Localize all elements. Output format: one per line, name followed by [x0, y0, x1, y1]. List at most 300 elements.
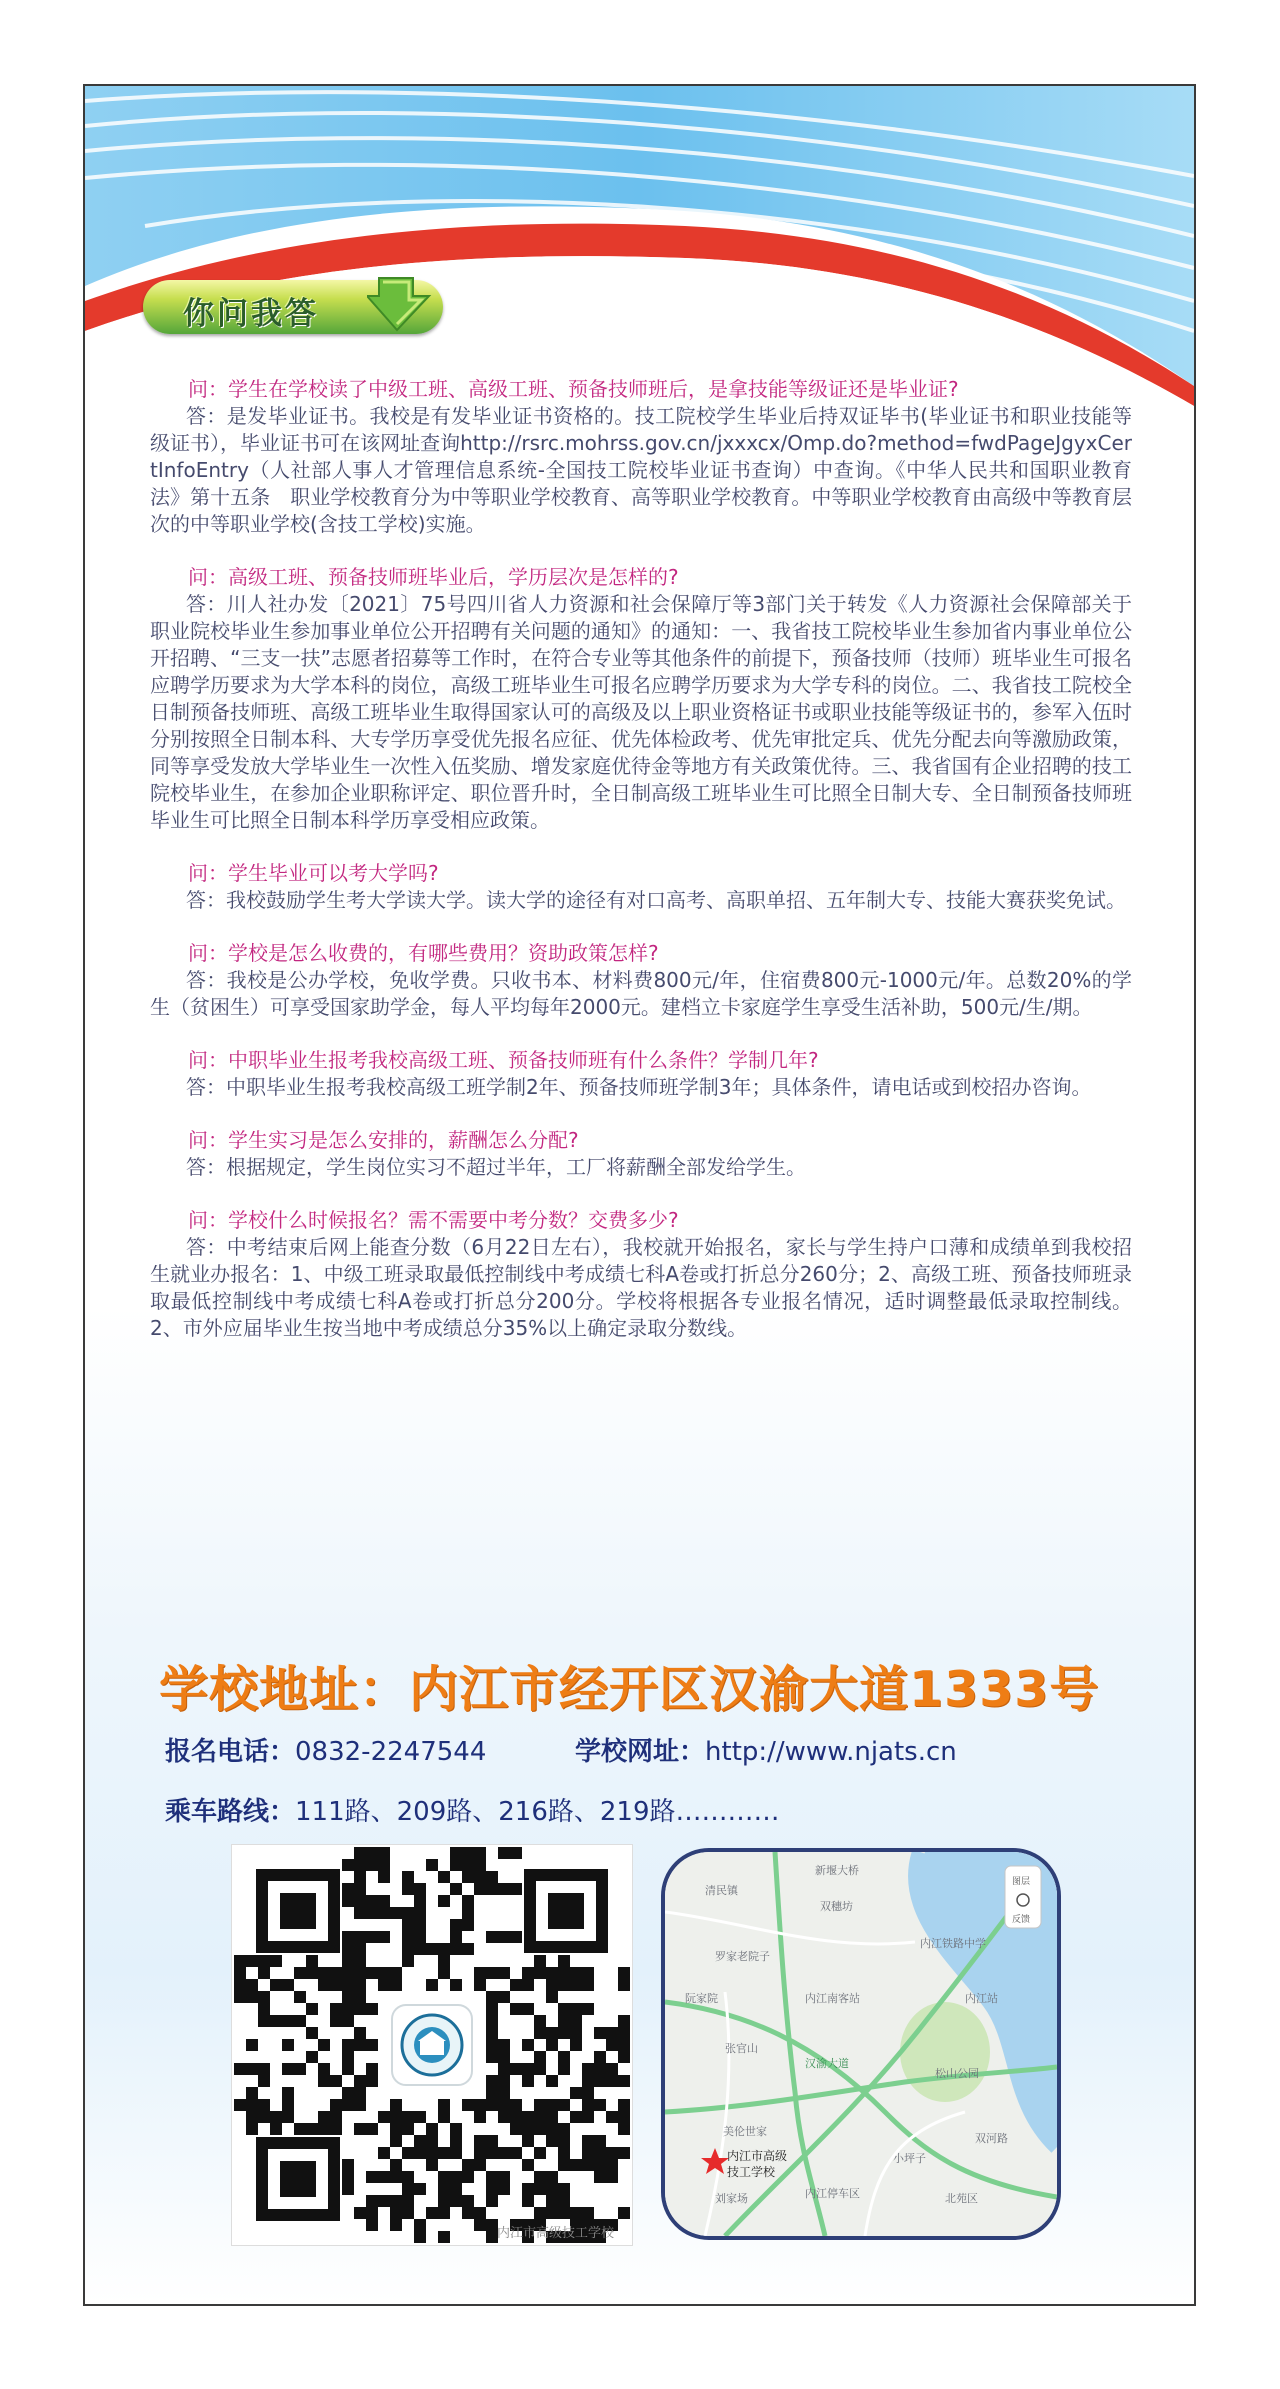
- qr-module: [582, 2135, 594, 2147]
- qr-module: [402, 2147, 414, 2159]
- qr-module: [582, 2207, 594, 2219]
- qr-module: [426, 1979, 438, 1991]
- qr-module: [318, 2123, 330, 2135]
- qr-module: [258, 1991, 270, 2003]
- qr-module: [474, 1859, 486, 1871]
- wechat-qr-code[interactable]: [231, 1844, 633, 2246]
- qr-module: [462, 2195, 474, 2207]
- qr-module: [318, 1979, 330, 1991]
- website-link[interactable]: http://www.njats.cn: [705, 1737, 957, 1767]
- qr-module: [594, 2063, 606, 2075]
- qr-code-pattern: [232, 1845, 632, 2245]
- qr-module: [354, 2039, 366, 2051]
- qr-module: [510, 1847, 522, 1859]
- qr-module: [330, 2003, 342, 2015]
- qr-module: [522, 1967, 534, 1979]
- map-label: 罗家老院子: [715, 1950, 770, 1963]
- map-label: 内江停车区: [805, 2187, 860, 2200]
- qr-module: [618, 2111, 630, 2123]
- qr-module: [498, 2039, 510, 2051]
- qr-module: [330, 2075, 342, 2087]
- qr-module: [450, 1943, 462, 1955]
- qr-module: [330, 2123, 342, 2135]
- qr-module: [450, 2123, 462, 2135]
- qr-module: [354, 1967, 366, 1979]
- qr-module: [282, 2111, 294, 2123]
- qr-module: [402, 1919, 414, 1931]
- qr-module: [342, 1979, 354, 1991]
- qr-module: [474, 2135, 486, 2147]
- qr-module: [486, 2099, 498, 2111]
- qr-module: [354, 1847, 366, 1859]
- qr-module: [546, 1979, 558, 1991]
- qr-module: [426, 2147, 438, 2159]
- school-name-line-1: 内江市高级: [727, 2149, 788, 2163]
- qr-module: [582, 2147, 594, 2159]
- qr-module: [390, 1979, 402, 1991]
- qr-module: [570, 1979, 582, 1991]
- qr-module: [342, 1943, 354, 1955]
- qr-module: [414, 2183, 426, 2195]
- qr-module: [366, 1931, 378, 1943]
- qr-module: [354, 1931, 366, 1943]
- qa-item-5: [150, 1047, 1132, 1101]
- qr-module: [558, 2147, 570, 2159]
- qr-module: [366, 2123, 378, 2135]
- qr-module: [378, 1931, 390, 1943]
- qr-module: [246, 2039, 258, 2051]
- qr-module: [474, 2111, 486, 2123]
- qr-module: [438, 2147, 450, 2159]
- qr-module: [390, 2123, 402, 2135]
- bus-route-line: [165, 1791, 780, 1828]
- qr-module: [522, 2075, 534, 2087]
- qa-item-6: [150, 1127, 1132, 1181]
- qr-module: [438, 2231, 450, 2243]
- qr-module: [378, 1895, 390, 1907]
- qr-module: [342, 2039, 354, 2051]
- qr-module: [318, 2111, 330, 2123]
- qr-module: [426, 2123, 438, 2135]
- qr-module: [294, 2063, 306, 2075]
- qr-module: [474, 1967, 486, 1979]
- qr-module: [474, 2099, 486, 2111]
- qr-module: [558, 2135, 570, 2147]
- qr-module: [570, 2027, 582, 2039]
- qr-module: [462, 1859, 474, 1871]
- qr-module: [426, 1859, 438, 1871]
- qr-module: [462, 1919, 474, 1931]
- map-side-controls[interactable]: [1005, 1866, 1041, 1928]
- qr-module: [414, 2147, 426, 2159]
- qr-module: [342, 2051, 354, 2063]
- qr-module: [342, 1931, 354, 1943]
- qr-module: [534, 1967, 546, 1979]
- qr-module: [606, 2039, 618, 2051]
- qr-module: [510, 2147, 522, 2159]
- qr-module: [438, 1943, 450, 1955]
- qr-module: [462, 1847, 474, 1859]
- qr-module: [522, 2111, 534, 2123]
- qr-module: [570, 2207, 582, 2219]
- qr-module: [558, 1979, 570, 1991]
- qr-module: [546, 2075, 558, 2087]
- qr-module: [462, 2171, 474, 2183]
- qr-module: [510, 2111, 522, 2123]
- qr-module: [354, 2003, 366, 2015]
- qr-module: [354, 2207, 366, 2219]
- qr-module: [450, 1859, 462, 1871]
- qr-module: [510, 1931, 522, 1943]
- qr-module: [498, 2111, 510, 2123]
- qr-module: [546, 2195, 558, 2207]
- qr-module: [498, 2147, 510, 2159]
- map-label: 阮家院: [685, 1992, 718, 2005]
- qr-module: [534, 2111, 546, 2123]
- qr-module: [522, 2003, 534, 2015]
- qr-module: [342, 1883, 354, 1895]
- qr-module: [402, 1943, 414, 1955]
- qr-module: [378, 2147, 390, 2159]
- map-label: 汉渝大道: [805, 2057, 849, 2070]
- qr-module: [546, 2123, 558, 2135]
- qr-module: [534, 2027, 546, 2039]
- qr-module: [558, 2003, 570, 2015]
- qr-module: [366, 1967, 378, 1979]
- qr-module: [594, 2171, 606, 2183]
- qr-module: [354, 1991, 366, 2003]
- qr-module: [390, 2219, 402, 2231]
- qr-module: [342, 2063, 354, 2075]
- qr-module: [582, 2087, 594, 2099]
- qr-module: [402, 2195, 414, 2207]
- qr-module: [234, 1979, 246, 1991]
- qr-module: [294, 2015, 306, 2027]
- map-label: 北苑区: [945, 2192, 978, 2205]
- qr-module: [534, 2171, 546, 2183]
- map-label: 内江铁路中学: [920, 1937, 986, 1950]
- qr-module: [438, 1955, 450, 1967]
- qr-module: [498, 1931, 510, 1943]
- qr-module: [258, 2111, 270, 2123]
- qr-module: [486, 2075, 498, 2087]
- website-line: [575, 1731, 957, 1768]
- qr-module: [462, 1871, 474, 1883]
- qr-module: [618, 2207, 630, 2219]
- qr-module: [474, 1847, 486, 1859]
- qr-module: [618, 2147, 630, 2159]
- qr-module: [486, 1871, 498, 1883]
- layers-label: 图层: [1012, 1877, 1031, 1887]
- qr-module: [534, 2183, 546, 2195]
- qr-module: [354, 1979, 366, 1991]
- qr-module: [366, 1895, 378, 1907]
- location-map[interactable]: [661, 1848, 1061, 2240]
- qr-module: [486, 2195, 498, 2207]
- question: 问：中职毕业生报考我校高级工班、预备技师班有什么条件？学制几年?: [188, 1048, 819, 1072]
- qr-module: [618, 2099, 630, 2111]
- qr-module: [606, 2159, 618, 2171]
- qr-module: [318, 2075, 330, 2087]
- qr-module: [426, 2159, 438, 2171]
- qr-module: [390, 2171, 402, 2183]
- qr-module: [390, 2111, 402, 2123]
- qr-module: [594, 2147, 606, 2159]
- qr-module: [618, 2027, 630, 2039]
- qr-module: [282, 2099, 294, 2111]
- qr-module: [462, 1907, 474, 1919]
- qr-module: [234, 1967, 246, 1979]
- qr-module: [558, 2051, 570, 2063]
- qr-module: [498, 2087, 510, 2099]
- map-label: 双穗坊: [820, 1900, 853, 1913]
- qr-module: [258, 1967, 270, 1979]
- qr-module: [402, 2207, 414, 2219]
- qr-module: [558, 2027, 570, 2039]
- qr-module: [594, 2099, 606, 2111]
- qr-module: [486, 2087, 498, 2099]
- qr-module: [546, 2111, 558, 2123]
- qr-module: [462, 1895, 474, 1907]
- qr-module: [426, 1943, 438, 1955]
- question: 问：学生实习是怎么安排的，薪酬怎么分配?: [188, 1128, 579, 1152]
- qr-module: [294, 1967, 306, 1979]
- qr-module: [378, 1859, 390, 1871]
- qr-module: [606, 2111, 618, 2123]
- qr-module: [366, 2195, 378, 2207]
- qr-module: [282, 2087, 294, 2099]
- qr-module: [450, 1979, 462, 1991]
- qr-module: [354, 1871, 366, 1883]
- qr-module: [366, 1859, 378, 1871]
- qr-module: [594, 2159, 606, 2171]
- qr-module: [558, 2183, 570, 2195]
- qr-module: [366, 2039, 378, 2051]
- qr-module: [498, 2171, 510, 2183]
- map-label: 内江站: [965, 1992, 998, 2005]
- qr-module: [450, 1883, 462, 1895]
- qr-module: [450, 2171, 462, 2183]
- map-label: 清民镇: [705, 1884, 738, 1897]
- phone-line: [165, 1731, 486, 1768]
- qr-module: [522, 2183, 534, 2195]
- qr-module: [534, 2015, 546, 2027]
- qr-module: [306, 1955, 318, 1967]
- qr-module: [474, 1883, 486, 1895]
- qr-module: [498, 1991, 510, 2003]
- qr-module: [342, 2087, 354, 2099]
- qr-module: [318, 1967, 330, 1979]
- qr-module: [522, 2159, 534, 2171]
- qa-list: [150, 376, 1132, 1368]
- qr-module: [246, 1979, 258, 1991]
- qr-module: [546, 2135, 558, 2147]
- qa-item-2: [150, 564, 1132, 834]
- qr-module: [366, 2075, 378, 2087]
- qr-module: [390, 2159, 402, 2171]
- qr-module: [402, 1871, 414, 1883]
- qr-module: [342, 1955, 354, 1967]
- phone-number[interactable]: 0832-2247544: [295, 1737, 487, 1767]
- qr-module: [438, 2099, 450, 2111]
- qr-module: [246, 2123, 258, 2135]
- qr-module: [234, 1991, 246, 2003]
- qr-module: [354, 2087, 366, 2099]
- qr-module: [414, 1943, 426, 1955]
- qr-module: [258, 2063, 270, 2075]
- qr-module: [270, 2123, 282, 2135]
- qr-module: [342, 1967, 354, 1979]
- qr-module: [486, 1991, 498, 2003]
- qr-module: [342, 2015, 354, 2027]
- qr-module: [426, 2135, 438, 2147]
- qr-module: [354, 1907, 366, 1919]
- map-label: 新堰大桥: [815, 1864, 859, 1877]
- question: 问：高级工班、预备技师班毕业后，学历层次是怎样的?: [188, 565, 679, 589]
- qr-module: [354, 1943, 366, 1955]
- qr-module: [354, 2123, 366, 2135]
- qr-module: [618, 2015, 630, 2027]
- qr-module: [570, 2039, 582, 2051]
- qr-module: [498, 2099, 510, 2111]
- qr-module: [342, 2171, 354, 2183]
- qr-module: [594, 2027, 606, 2039]
- section-title-badge: [143, 280, 443, 334]
- qr-module: [354, 1895, 366, 1907]
- qr-module: [390, 2195, 402, 2207]
- qr-module: [438, 2207, 450, 2219]
- qr-module: [342, 2159, 354, 2171]
- qr-module: [354, 1955, 366, 1967]
- qr-module: [522, 2195, 534, 2207]
- qr-module: [570, 2087, 582, 2099]
- qr-module: [522, 2063, 534, 2075]
- qr-module: [534, 1955, 546, 1967]
- qr-module: [486, 2027, 498, 2039]
- qr-module: [618, 2051, 630, 2063]
- qr-module: [474, 2159, 486, 2171]
- qr-module: [306, 2123, 318, 2135]
- qr-module: [546, 2207, 558, 2219]
- qr-module: [498, 1883, 510, 1895]
- qr-module: [402, 2183, 414, 2195]
- qr-module: [606, 2171, 618, 2183]
- qr-module: [582, 1979, 594, 1991]
- qr-module: [390, 1967, 402, 1979]
- qr-module: [330, 1979, 342, 1991]
- map-label: 张官山: [725, 2042, 758, 2055]
- qr-module: [354, 2075, 366, 2087]
- qr-module: [258, 1955, 270, 1967]
- qr-module: [618, 1967, 630, 1979]
- qr-module: [378, 2111, 390, 2123]
- qr-module: [606, 2075, 618, 2087]
- qr-module: [498, 1967, 510, 1979]
- qr-module: [522, 2135, 534, 2147]
- qr-module: [582, 2099, 594, 2111]
- qr-module: [534, 2099, 546, 2111]
- qr-module: [474, 1871, 486, 1883]
- qr-module: [534, 2207, 546, 2219]
- qr-module: [246, 2111, 258, 2123]
- qr-module: [606, 2027, 618, 2039]
- qr-module: [294, 1991, 306, 2003]
- qr-module: [342, 2183, 354, 2195]
- qr-module: [246, 2099, 258, 2111]
- qr-module: [486, 2183, 498, 2195]
- phone-label: 报名电话：: [165, 1737, 296, 1767]
- school-name-line-2: 技工学校: [727, 2165, 776, 2179]
- qr-module: [378, 2195, 390, 2207]
- qr-module: [366, 1907, 378, 1919]
- qr-module: [462, 2099, 474, 2111]
- qr-module: [306, 2003, 318, 2015]
- qr-module: [414, 2111, 426, 2123]
- qr-module: [606, 2063, 618, 2075]
- qr-module: [366, 2219, 378, 2231]
- qr-module: [246, 1991, 258, 2003]
- qr-module: [234, 2099, 246, 2111]
- qr-module: [414, 1883, 426, 1895]
- qr-module: [438, 2183, 450, 2195]
- qa-item-4: [150, 940, 1132, 1021]
- qr-module: [318, 2039, 330, 2051]
- qr-module: [402, 2171, 414, 2183]
- qr-module: [498, 2075, 510, 2087]
- qr-module: [402, 1907, 414, 1919]
- qa-item-3: [150, 860, 1132, 914]
- qr-module: [534, 2063, 546, 2075]
- qr-module: [474, 2147, 486, 2159]
- qr-module: [582, 2111, 594, 2123]
- qr-module: [378, 1979, 390, 1991]
- qr-module: [558, 1967, 570, 1979]
- qr-module: [414, 1919, 426, 1931]
- qr-module: [270, 1955, 282, 1967]
- school-logo-icon: [392, 2005, 472, 2085]
- qr-module: [246, 2087, 258, 2099]
- qr-module: [546, 2171, 558, 2183]
- answer: 答：川人社办发〔2021〕75号四川省人力资源和社会保障厅等3部门关于转发《人力资源社会保障部关于职业院校毕业生参加事业单位公开招聘有关问题的通知》的通知：一、我省技工院校毕业生参加省内事业单位公开招聘、“三支一扶”志愿者招募等工作时，在符合专业等其他条件的前提下，预备技师（技师）班毕业生可报名应聘学历要求为大学本科的岗位，高级工班毕业生可报名应聘学历要求为大学专科的岗位。二、我省技工院校全日制预备技师班、高级工班毕业生取得国家认可的高级及以上职业资格证书或职业技能等级证书的，参军入伍时分别按照全日制本科、大专学历享受优先报名应征、优先体检政考、优先审批定兵、优先分配去向等激励政策，同等享受发放大学毕业生一次性入伍奖励、增发家庭优待金等地方有关政策优待。三、我省国有企业招聘的技工院校毕业生，在参加企业职称评定、职位晋升时，全日制高级工班毕业生可比照全日制大专、全日制预备技师班毕业生可比照全日制本科学历享受相应政策。: [150, 592, 1132, 832]
- qr-module: [258, 2003, 270, 2015]
- question: 问：学生毕业可以考大学吗?: [188, 861, 439, 885]
- qr-module: [474, 2207, 486, 2219]
- qr-module: [378, 1847, 390, 1859]
- qr-module: [450, 2135, 462, 2147]
- qr-module: [282, 2063, 294, 2075]
- qr-module: [366, 2171, 378, 2183]
- qr-module: [438, 1895, 450, 1907]
- qr-module: [306, 2027, 318, 2039]
- answer: 答：我校鼓励学生考大学读大学。读大学的途径有对口高考、高职单招、五年制大专、技能大赛获奖免试。: [186, 888, 1126, 912]
- qr-module: [618, 1979, 630, 1991]
- qr-module: [318, 2063, 330, 2075]
- qr-module: [522, 1979, 534, 1991]
- qr-module: [342, 2099, 354, 2111]
- qa-item-7: [150, 1207, 1132, 1342]
- qr-module: [378, 1967, 390, 1979]
- qr-module: [330, 2015, 342, 2027]
- qr-module: [558, 2063, 570, 2075]
- qr-module: [486, 2171, 498, 2183]
- qr-module: [510, 2123, 522, 2135]
- qr-module: [450, 2147, 462, 2159]
- qr-module: [258, 2075, 270, 2087]
- qr-module: [342, 2003, 354, 2015]
- qr-module: [438, 2195, 450, 2207]
- qr-module: [582, 2075, 594, 2087]
- map-label: 松山公园: [935, 2067, 979, 2080]
